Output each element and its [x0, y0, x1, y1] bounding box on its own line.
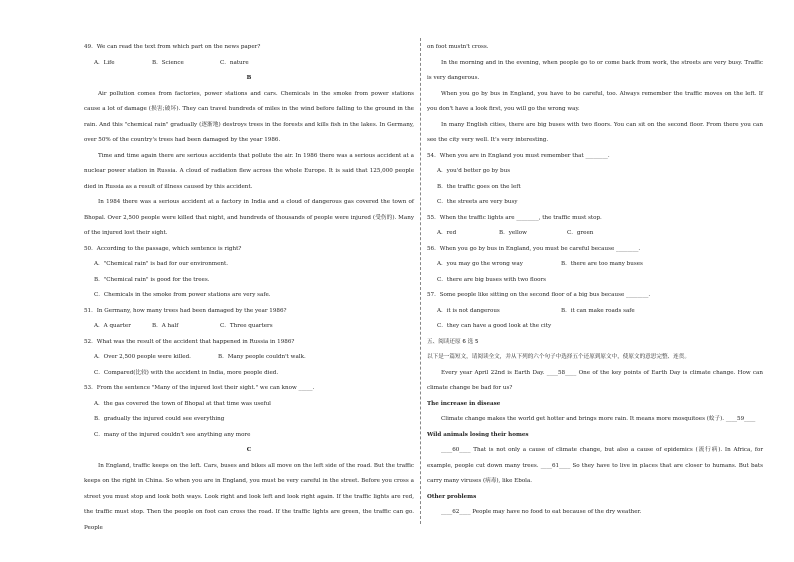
question-52: 52．What was the result of the accident that happened in Russia in 1986? [84, 338, 295, 345]
question-57-options-ab [427, 304, 763, 320]
section-b-heading: B [246, 75, 252, 81]
option-a: A．you'd better go by bus [437, 168, 511, 174]
option-b: B．it can make roads safe [561, 307, 635, 314]
question-56-options-ab [427, 257, 763, 273]
question-50: 50．According to the passage, which sentence is right? [84, 245, 242, 252]
option-a: A．you may go the wrong way [437, 261, 523, 267]
option-c: C．many of the injured couldn't see anything any more [94, 431, 251, 438]
option-c: C．Compared(比较) with the accident in India, more people died. [94, 369, 279, 376]
passage-d-paragraph-1: Every year April 22nd is Earth Day. ____58____ One of the key points of Earth Day is climate change. How can climate change be bad for us? [427, 369, 763, 391]
option-c: C．nature [220, 59, 249, 66]
option-b: B．yellow [499, 230, 527, 236]
question-56: 56．When you go by bus in England, you must be careful because ________. [427, 245, 641, 252]
option-c: C．there are big buses with two floors [437, 276, 547, 283]
passage-b-paragraph-2: Time and time again there are serious accidents that pollute the air. In 1986 there was a serious accident at a nuclear power station in Russia. A cloud of radiation flew across the whole Europe. It is said that 125,000 people died in Russia as a result of illness caused by this accident. [84, 152, 414, 190]
passage-d-paragraph-4: ____62____ People may have no food to eat because of the dry weather. [441, 509, 642, 515]
question-53: 53．From the sentence "Many of the injured lost their sight." we can know _____. [84, 385, 315, 391]
passage-c-paragraph-1: In England, traffic keeps on the left. Cars, buses and bikes all move on the left side of the road. But the traffic keeps on the right in China. So when you are in England, you must be very careful in the street. Before you cross a street you must stop and look both ways. Look right and look left and look right again. If the traffic lights are red, the traffic must stop. Then the people on foot can cross the road. If the traffic lights are green, the traffic can go. People [84, 462, 414, 531]
passage-c-paragraph-1-end: on foot mustn't cross. [427, 44, 489, 50]
question-49: 49．We can read the text from which part on the news paper? [84, 44, 261, 50]
option-a: A．Life [94, 59, 115, 66]
question-52-options-ab [84, 350, 414, 366]
option-a: A．red [437, 230, 457, 236]
passage-b-paragraph-3: In 1984 there was a serious accident at a factory in India and a cloud of dangerous gas covered the town of Bhopal. Over 2,500 people were killed that night, and hundreds of thousands of people were injured (受伤的). Many of the injured lost their sight. [84, 199, 414, 236]
option-a: A．A quarter [94, 323, 131, 329]
option-b: B．there are too many buses [561, 261, 643, 267]
option-b: B．Many people couldn't walk. [218, 354, 306, 360]
left-column [84, 40, 414, 536]
option-c: C．they can have a good look at the city [437, 323, 552, 329]
part-5-instruction: 以下是一篇短文，请阅读全文，并从下列的六个句子中选择五个还原到原文中，使原文的意思完整、连贯。 [427, 354, 690, 360]
question-55: 55．When the traffic lights are ________, the traffic must stop. [427, 214, 602, 221]
question-49-options [84, 56, 414, 72]
question-55-options [427, 226, 763, 242]
subheading-other: Other problems [427, 493, 477, 500]
option-a: A．the gas covered the town of Bhopal at that time was useful [94, 400, 271, 407]
option-c: C．Chemicals in the smoke from power stations are very safe. [94, 292, 271, 298]
option-c: C．green [567, 230, 594, 236]
passage-d-paragraph-2: Climate change makes the world get hotter and brings more rain. It means more mosquitoes (蚊子). ____59____ [441, 416, 756, 422]
option-a: A．it is not dangerous [437, 307, 500, 314]
passage-b-paragraph-1: Air pollution comes from factories, power stations and cars. Chemicals in the smoke from power stations cause a lot of damage (损害;破坏). They can travel hundreds of miles in the wind before falling to the ground in the rain. And this "chemical rain" gradually (逐渐地) destroys trees in the forests and kills fish in the lakes. In Germany, over 50% of the country's trees had been damaged by the year 1986. [84, 90, 414, 143]
part-5-heading: 五、阅读还原 6 选 5 [427, 338, 479, 345]
passage-c-paragraph-3: When you go by bus in England, you have to be careful, too. Always remember the traffic moves on the left. If you don't have a look first, you will go the wrong way. [427, 90, 763, 112]
option-a: A．"Chemical rain" is bad for our environment. [94, 261, 229, 267]
subheading-animals: Wild animals losing their homes [427, 431, 529, 438]
section-c-heading: C [246, 447, 252, 453]
question-54: 54．When you are in England you must remember that ________. [427, 152, 610, 159]
option-c: C．Three quarters [220, 323, 273, 329]
question-51-options [84, 319, 414, 335]
option-b: B．the traffic goes on the left [437, 183, 521, 190]
option-b: B．"Chemical rain" is good for the trees. [94, 276, 210, 283]
passage-c-paragraph-4: In many English cities, there are big buses with two floors. You can sit on the second floor. From there you can see the city very well. It's very interesting. [427, 121, 763, 143]
option-b: B．gradually the injured could see everything [94, 416, 225, 422]
option-c: C．the streets are very busy [437, 199, 518, 205]
option-a: A．Over 2,500 people were killed. [94, 354, 191, 360]
question-57: 57．Some people like sitting on the second floor of a big bus because ________. [427, 292, 651, 298]
passage-c-paragraph-2: In the morning and in the evening, when people go to or come back from work, the streets are very busy. Traffic is very dangerous. [427, 59, 763, 81]
option-b: B．A half [152, 323, 179, 329]
question-51: 51．In Germany, how many trees had been damaged by the year 1986? [84, 307, 287, 314]
passage-d-paragraph-3: ____60____ That is not only a cause of climate change, but also a cause of epidemics (流行病). In Africa, for example, people cut down many trees. ____61____ So they have to live in places that are closer to humans. But bats carry many viruses (病毒), like Ebola. [427, 447, 763, 484]
subheading-disease: The increase in disease [427, 400, 501, 407]
right-column [427, 40, 763, 521]
column-divider [420, 38, 421, 524]
option-b: B．Science [152, 59, 184, 66]
